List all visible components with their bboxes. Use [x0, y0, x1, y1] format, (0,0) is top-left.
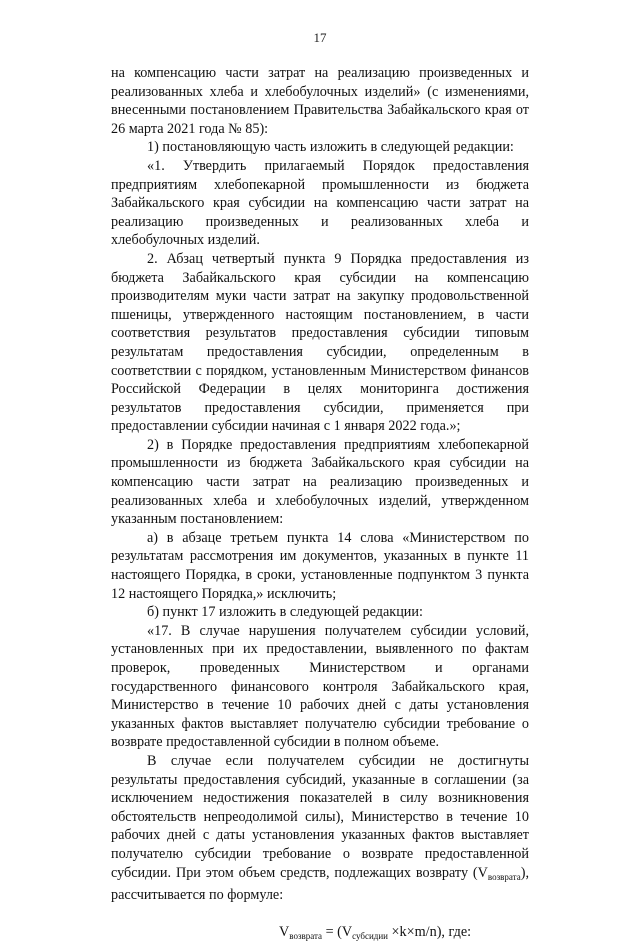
paragraph: «17. В случае нарушения получателем субсидии условий, установленных при их предоставлении, выявленного по фактам проверок, проведенных Министерством и органами государственного финансового контроля Забайкальского края, Министерство в течение 10 рабочих дней с даты установления указанных фактов выставляет получателю субсидии требование о возврате предоставленной субсидии в полном объеме.	[111, 622, 529, 751]
document-body	[111, 64, 529, 945]
paragraph: «1. Утвердить прилагаемый Порядок предоставления предприятиям хлебопекарной промышленности из бюджета Забайкальского края субсидии на компенсацию части затрат на реализацию произведенных и реализованных хлеба и хлебобулочных изделий.	[111, 157, 529, 249]
paragraph: б) пункт 17 изложить в следующей редакции:	[147, 604, 423, 621]
formula-lhs-subscript: возврата	[289, 930, 323, 941]
paragraph: 2) в Порядке предоставления предприятиям хлебопекарной промышленности из бюджета Забайкальского края субсидии на компенсацию части затрат на реализацию произведенных и реализованных хлеба и хлебобулочных изделий, утвержденном указанным постановлением:	[111, 436, 529, 528]
formula-lhs: V	[279, 923, 290, 940]
paragraph: 1) постановляющую часть изложить в следующей редакции:	[147, 139, 514, 156]
formula-v-subscript: субсидии	[352, 930, 388, 941]
symbol-subscript: возврата	[487, 871, 521, 882]
symbol-v: V	[477, 864, 488, 881]
formula	[111, 923, 529, 945]
paragraph: а) в абзаце третьем пункта 14 слова «Министерством по результатам рассмотрения им документов, указанных в пункте 11 настоящего Порядка, в сроки, установленные подпунктом 3 пункта 12 настоящего Порядка,» исключить;	[111, 529, 529, 602]
paragraph: на компенсацию части затрат на реализацию произведенных и реализованных хлеба и хлебобулочных изделий» (с изменениями, внесенными постановлением Правительства Забайкальского края от 26 марта 2021 года № 85):	[111, 65, 529, 137]
formula-equals: = (	[322, 923, 342, 940]
page-number: 17	[313, 30, 327, 45]
paragraph-text: В случае если получателем субсидии не достигнуты результаты предоставления субсидий, указанные в соглашении (за исключением недостижения показателей в силу возникновения обстоятельств непреодолимой силы), Министерство в течение 10 рабочих дней с даты установления указанных фактов выставляет получателю субсидии требование о возврате предоставленной субсидии. При этом объем средств, подлежащих возврату (	[111, 752, 529, 881]
formula-v: V	[341, 923, 353, 940]
paragraph: 2. Абзац четвертый пункта 9 Порядка предоставления из бюджета Забайкальского края субсидии на компенсацию производителям муки части затрат на закупку продовольственной пшеницы, утвержденного настоящим постановлением, в части соответствия результатов предоставления субсидии типовым результатам предоставления субсидии, определенным в соответствии с порядком, установленным Министерством финансов Российской Федерации в целях мониторинга достижения результатов предоставления субсидии, применяется при предоставлении субсидии начиная с 1 января 2022 года.»;	[111, 250, 529, 435]
paragraph-with-symbol	[111, 752, 529, 905]
paragraph-text-end: ), рассчитывается по формуле:	[111, 864, 529, 904]
formula-rest: ×k×m/n), где:	[387, 923, 472, 940]
